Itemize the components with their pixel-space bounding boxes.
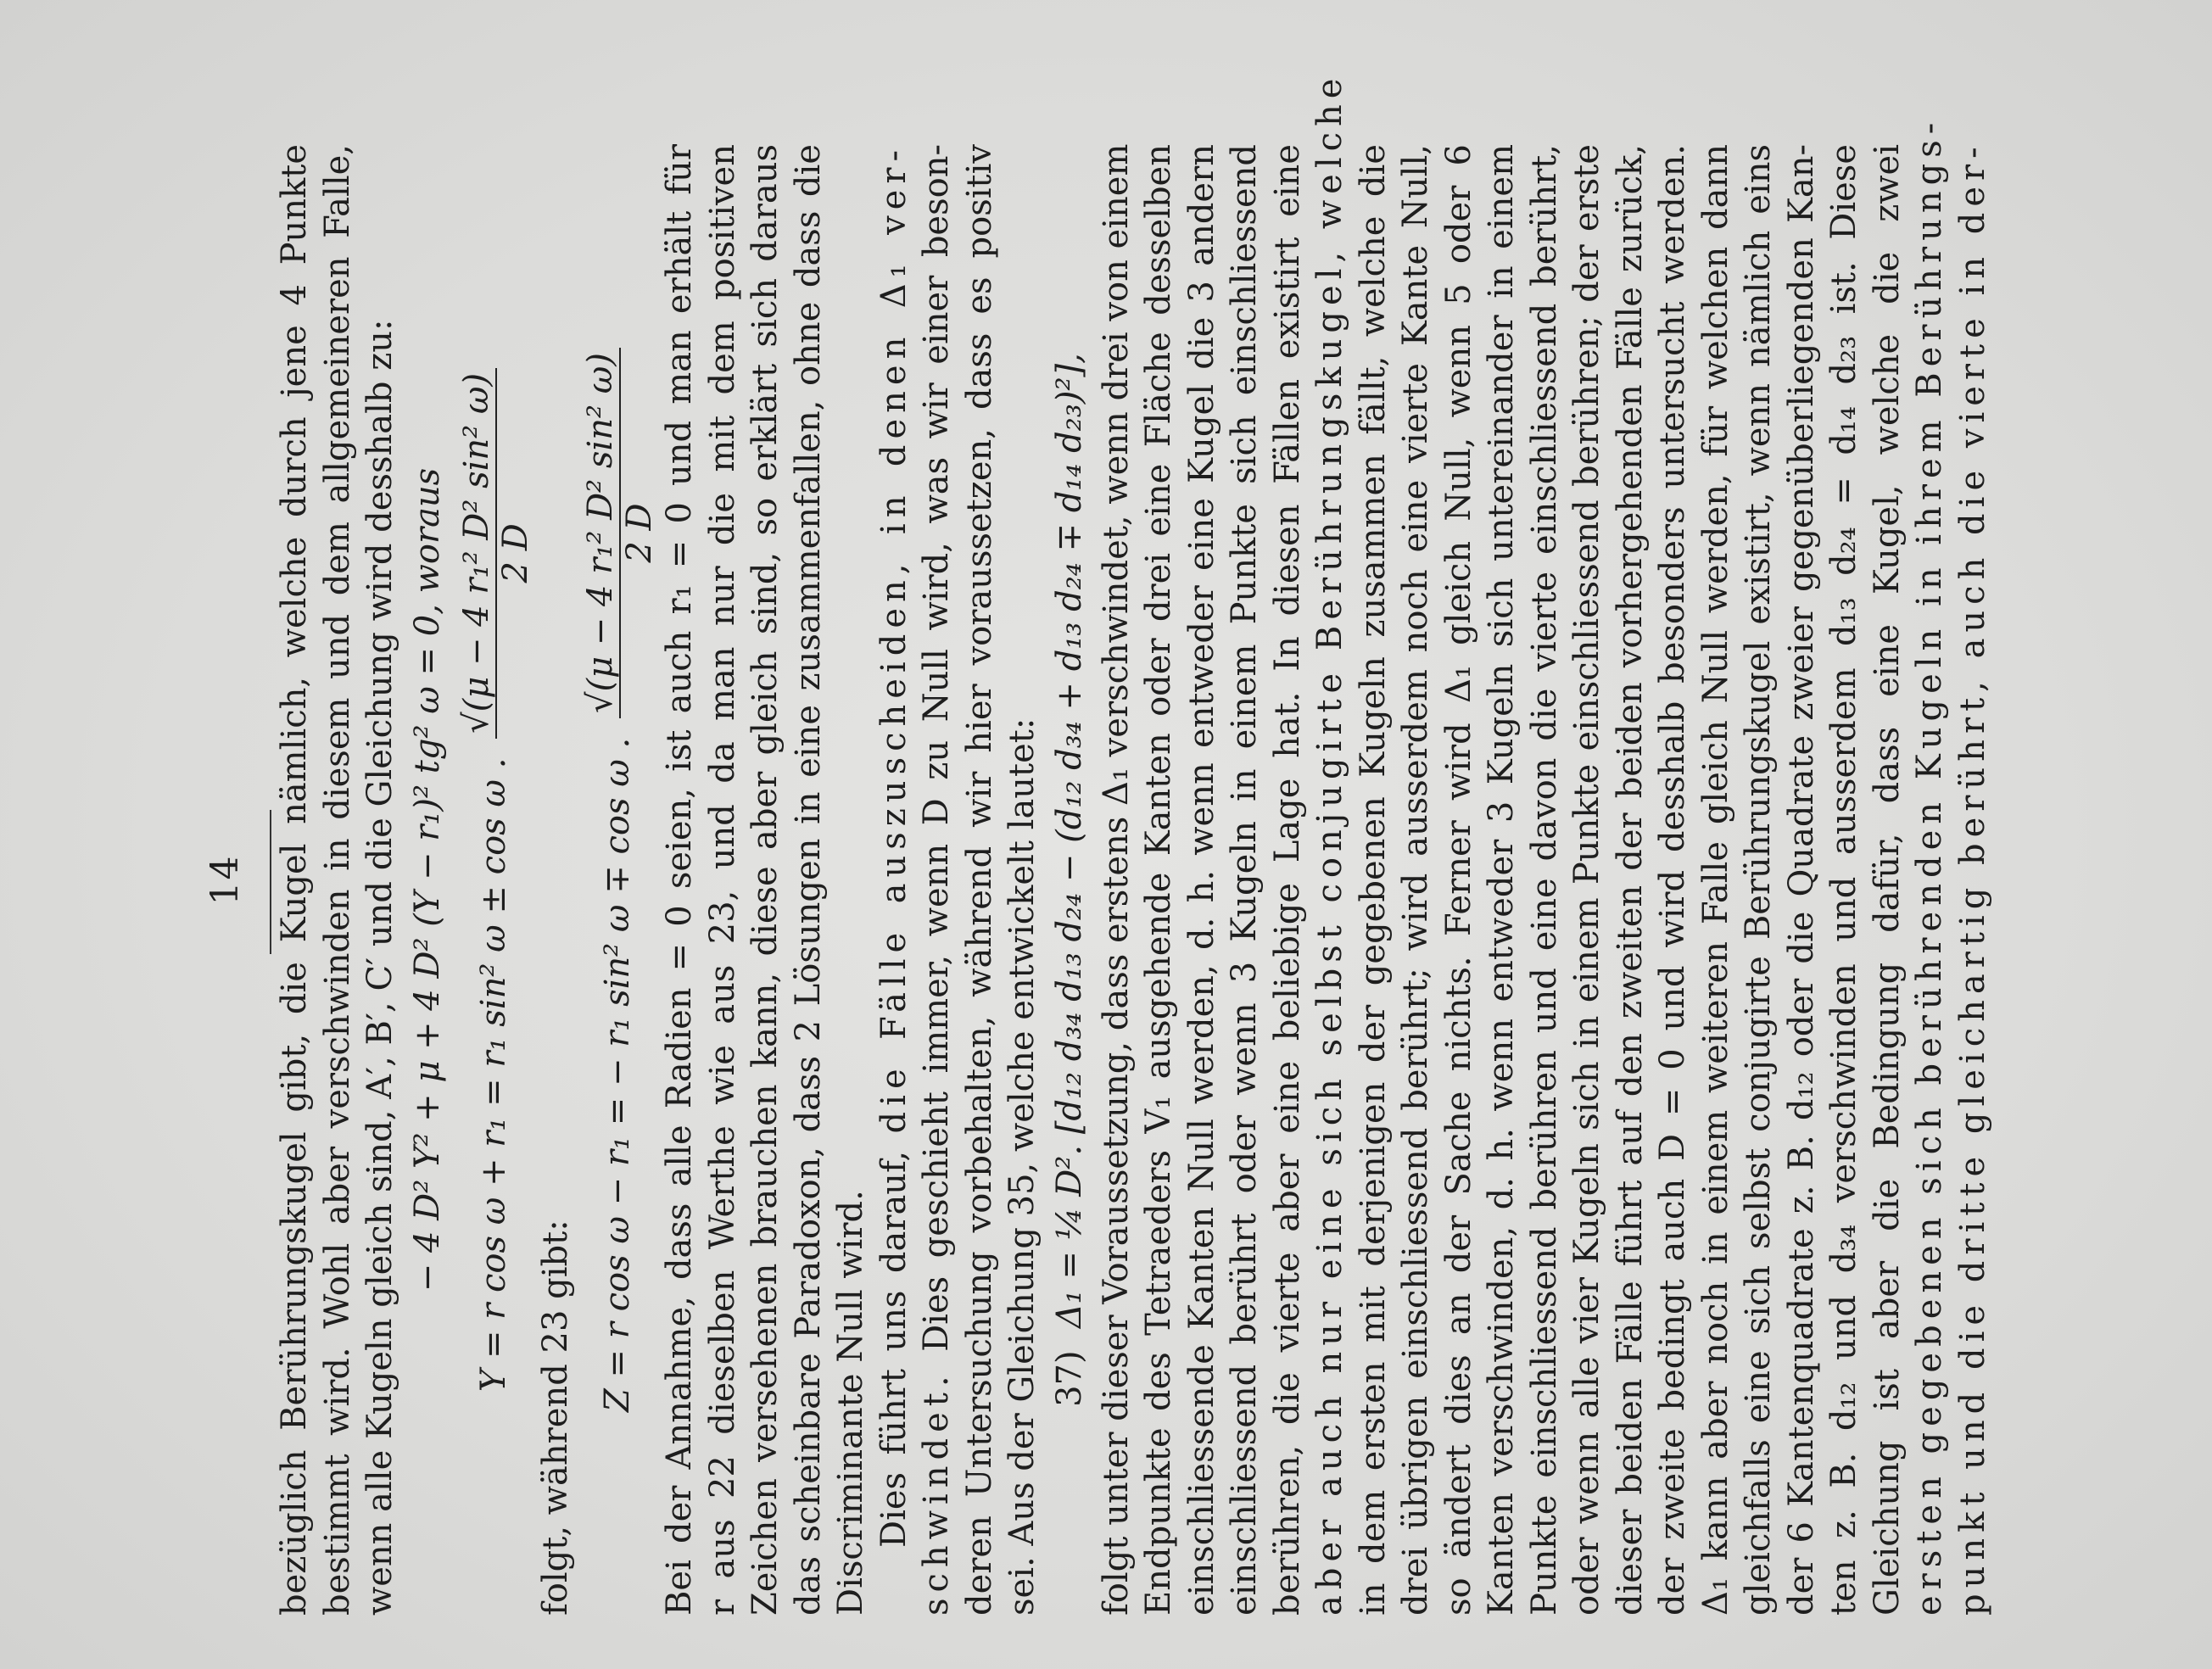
text-line xyxy=(873,144,916,1616)
text-line: r aus 22 dieselben Werthe wie aus 23, und da man nur die mit dem positiven xyxy=(702,144,742,1616)
text-line: Bei der Annahme, dass alle Radien = 0 seien, ist auch r₁ = 0 und man erhält für xyxy=(660,144,699,1616)
text-line: wenn alle Kugeln gleich sind, A′, B′, C′ und die Gleichung wird desshalb zu: xyxy=(360,319,399,1616)
text-line: das scheinbare Paradoxon, dass 2 Lösungen in eine zusammenfallen, ohne dass die xyxy=(788,144,828,1616)
text-line: oder wenn alle vier Kugeln sich in einem Punkte einschliessend berühren; der erste xyxy=(1567,144,1606,1616)
text-line: deren Untersuchung vorbehalten, während wir hier voraussetzen, dass es positiv xyxy=(959,144,999,1616)
fraction-numerator: √(μ − 4 r₁² D² sin² ω) xyxy=(458,368,497,739)
text-line: Punkte einschliessend berühren und eine davon die vierte einschliessend berührt, xyxy=(1524,144,1564,1616)
equation-lhs: Y = r cos ω + r₁ = r₁ sin² ω ± cos ω . xyxy=(473,757,513,1393)
text-line: Kanten verschwinden, d. h. wenn entweder 3 Kugeln sich untereinander in einem xyxy=(1482,144,1521,1616)
text-line: Gleichung ist aber die Bedingung dafür, dass eine Kugel, welche die zwei xyxy=(1867,144,1907,1616)
text-line: der zweite bedingt auch D = 0 und wird desshalb besonders untersucht werden. xyxy=(1653,144,1692,1616)
text-line: drei übrigen einschliessend berührt; wird ausserdem noch eine vierte Kante Null, xyxy=(1396,144,1435,1616)
text-line: ten z. B. d₁₂ und d₃₄ verschwinden und ausserdem d₁₃ d₂₄ = d₁₄ d₂₃ ist. Diese xyxy=(1824,144,1863,1616)
text-line: dieser beiden Fälle führt auf den zweiten der beiden vorhergehenden Fälle zurück, xyxy=(1610,144,1650,1616)
text-line: aber auch nur eine sich selbst conjugirte Berührungskugel, welche xyxy=(1310,72,1349,1616)
text-line: Δ₁ kann aber noch in einem weiteren Falle gleich Null werden, für welchen dann xyxy=(1695,144,1735,1616)
text-line: Endpunkte des Tetraeders V₁ ausgehende Kanten oder drei eine Fläche desselben xyxy=(1139,144,1178,1616)
equation-fraction xyxy=(458,368,534,739)
fraction-denominator: 2 D xyxy=(495,523,535,583)
text-line: berühren, die vierte aber eine beliebige Lage hat. In diesen Fällen existirt eine xyxy=(1267,144,1307,1616)
equation xyxy=(577,144,658,1616)
equation-body: Δ₁ = ¼ D². [d₁₂ d₃₄ d₁₃ d₂₄ − (d₁₂ d₃₄ + d₁₃ d₂₄ ∓ d₁₄ d₂₃)²], xyxy=(1049,353,1089,1329)
text-line: bestimmt wird. Wohl aber verschwinden in diesem und dem allgemeineren Falle, xyxy=(317,144,357,1616)
fraction-denominator: 2 D xyxy=(620,503,659,563)
text-line: der 6 Kantenquadrate z. B. d₁₂ oder die Quadrate zweier gegenüberliegenden Kan- xyxy=(1781,144,1821,1616)
equation-37 xyxy=(1044,144,1095,1616)
text-line: Discriminante Null wird. xyxy=(831,1190,870,1616)
equation: − 4 D² Y² + μ + 4 D² (Y − r₁)² tg² ω = 0, woraus xyxy=(407,467,447,1292)
spaced-text: schwindet. xyxy=(917,1370,956,1616)
text-segment: Dies führt uns darauf, xyxy=(874,1133,913,1548)
page-number: 14 xyxy=(204,854,247,906)
equation-lhs: Z = r cos ω − r₁ = − r₁ sin² ω ∓ cos ω . xyxy=(598,737,637,1412)
page-body xyxy=(229,72,1994,1616)
text-line: Zeichen versehenen brauchen kann, diese aber gleich sind, so erklärt sich daraus xyxy=(746,144,785,1616)
text-segment: Dies geschieht immer, wenn D zu Null wird, was wir einer beson- xyxy=(917,144,956,1370)
equation-number: 37) xyxy=(1049,1350,1089,1407)
text-line: folgt, während 23 gibt: xyxy=(535,1220,575,1616)
text-line: in dem ersten mit derjenigen der gegebenen Kugeln zusammen fällt, welche die xyxy=(1353,144,1393,1616)
text-line: sei. Aus der Gleichung 35, welche entwickelt lautet: xyxy=(1003,717,1042,1616)
text-line: bezüglich Berührungskugel gibt, die Kugel nämlich, welche durch jene 4 Punkte xyxy=(275,144,314,1616)
text-line: gleichfalls eine sich selbst conjugirte Berührungskugel existirt, wenn nämlich eins xyxy=(1739,144,1778,1616)
text-line: einschliessend berührt oder wenn 3 Kugeln in einem Punkte sich einschliessend xyxy=(1225,144,1264,1616)
text-line: so ändert dies an der Sache nichts. Ferner wird Δ₁ gleich Null, wenn 5 oder 6 xyxy=(1438,144,1478,1616)
spaced-text: die Fälle auszuscheiden, in denen Δ₁ ver- xyxy=(874,144,913,1134)
text-line: punkt und die dritte gleichartig berührt, auch die vierte in der- xyxy=(1952,141,1992,1616)
text-line xyxy=(915,144,958,1616)
equation-fraction xyxy=(582,348,658,718)
text-line: folgt unter dieser Voraussetzung, dass erstens Δ₁ verschwindet, wenn drei von einem xyxy=(1096,143,1136,1616)
equation xyxy=(453,144,534,1616)
text-line: ersten gegebenen sich berührenden Kugeln in ihrem Berührungs- xyxy=(1910,116,1949,1616)
rotated-page-content xyxy=(204,72,2019,1616)
fraction-numerator: √(μ − 4 r₁² D² sin² ω) xyxy=(582,348,621,718)
text-line: einschliessende Kanten Null werden, d. h. wenn entweder eine Kugel die 3 andern xyxy=(1181,144,1221,1616)
